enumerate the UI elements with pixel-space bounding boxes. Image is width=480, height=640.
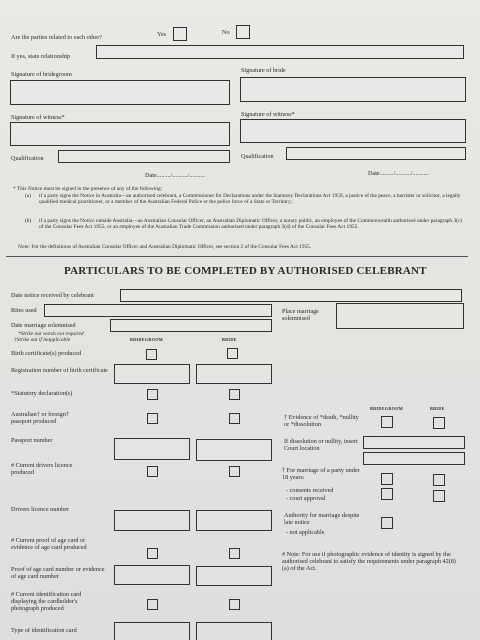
under18-bride-checkbox-1[interactable] <box>433 474 445 486</box>
licence-number-label: Drivers licence number <box>11 506 70 513</box>
qualification-left-field[interactable] <box>58 150 230 163</box>
stat-decl-bride-checkbox[interactable] <box>229 389 240 400</box>
age-card-number-bride-field[interactable] <box>196 566 272 586</box>
evidence-bridegroom-checkbox[interactable] <box>381 416 393 428</box>
sig-bridegroom-field[interactable] <box>10 80 230 105</box>
authority-label: Authority for marriage despite late notice <box>284 512 360 526</box>
passport-number-label: Passport number <box>11 437 53 444</box>
rites-field[interactable] <box>44 304 272 317</box>
evidence-death-label: † Evidence of *death, *nullity or *dissolution <box>284 414 359 428</box>
id-type-bride-field[interactable] <box>196 622 272 640</box>
qualification-right-label: Qualification <box>241 153 274 160</box>
id-type-label: Type of identification card <box>11 627 77 634</box>
date-left: Date........./........../.......... <box>145 172 205 179</box>
relationship-field[interactable] <box>96 45 464 59</box>
sig-witness-right-field[interactable] <box>240 119 466 143</box>
place-marriage-field[interactable] <box>336 303 464 329</box>
dissolution-label: If dissolution or nullity, insert Court location <box>284 438 358 452</box>
sig-bride-label: Signature of bride <box>241 67 286 74</box>
rites-label: Rites used <box>11 307 37 314</box>
licence-bridegroom-checkbox[interactable] <box>147 466 158 477</box>
age-card-number-label: Proof of age card number or evidence of age card number <box>11 566 105 580</box>
licence-number-bridegroom-field[interactable] <box>114 510 190 531</box>
definitions-note: Note: For the definitions of Australian Consular Officer and Australian Diplomatic Officer, see section 2 of the Consular Fees Act 1955. <box>18 244 312 250</box>
stat-decl-label: *Statutory declaration(s) <box>11 390 73 397</box>
consents-label: - consents received <box>286 487 334 494</box>
yes-checkbox[interactable] <box>173 27 187 41</box>
yes-label: Yes <box>157 31 167 38</box>
age-card-number-bridegroom-field[interactable] <box>114 565 190 585</box>
sig-witness-right-label: Signature of witness* <box>241 111 295 118</box>
age-card-bride-checkbox[interactable] <box>229 548 240 559</box>
date-received-label: Date notice received by celebrant <box>11 292 94 299</box>
passport-bridegroom-checkbox[interactable] <box>147 413 158 424</box>
section-heading: PARTICULARS TO BE COMPLETED BY AUTHORISED CELEBRANT <box>64 265 427 277</box>
date-solemnised-label: Date marriage solemnised <box>11 322 76 329</box>
passport-number-bridegroom-field[interactable] <box>114 438 190 460</box>
under18-bridegroom-checkbox-1[interactable] <box>381 473 393 485</box>
under18-bride-checkbox-2[interactable] <box>433 490 445 502</box>
strike-out-note-1: *Strike out words not required <box>18 331 84 337</box>
drivers-licence-label: # Current drivers licence produced <box>11 462 73 476</box>
no-label: No <box>222 29 230 36</box>
strike-out-note-2: †Strike out if inapplicable <box>14 337 71 343</box>
passport-label: Australian† or foreign† passport produced <box>11 411 70 425</box>
birth-cert-bride-checkbox[interactable] <box>227 348 238 359</box>
qualification-left-label: Qualification <box>11 155 44 162</box>
note-b-text: if a party signs the Notice outside Australia—an Australian Consular Officer, an Australian Diplomatic Officer, a notary public, an employee of the Commonwealth authorised under paragraph 3(c) of the Consular Fees Act 1955, or an employee of the Australian Trade Commission authorised under paragraph 3(d) of the Consular Fees Act 1955. <box>39 218 463 231</box>
right-column-bride: BRIDE <box>430 406 445 411</box>
age-card-bridegroom-checkbox[interactable] <box>147 548 158 559</box>
date-right: Date........./........../.......... <box>368 170 428 177</box>
birth-cert-label: Birth certificate(s) produced <box>11 350 82 357</box>
reg-number-label: Registration number of birth certificate <box>11 367 108 374</box>
court-approval-label: - court approval <box>286 495 326 502</box>
id-card-bridegroom-checkbox[interactable] <box>147 599 158 610</box>
id-card-label: # Current identification card displaying the cardholder's photograph produced <box>11 591 82 612</box>
dissolution-field-2[interactable] <box>363 452 465 465</box>
reg-number-bride-field[interactable] <box>196 364 272 384</box>
section-divider <box>6 256 468 257</box>
age-card-label: # Current proof of age card or evidence of age card produced <box>11 537 87 551</box>
related-question: Are the parties related to each other? <box>11 34 103 41</box>
passport-number-bride-field[interactable] <box>196 439 272 461</box>
under18-bridegroom-checkbox-2[interactable] <box>381 488 393 500</box>
no-checkbox[interactable] <box>236 25 250 39</box>
evidence-bride-checkbox[interactable] <box>433 417 445 429</box>
sig-witness-left-label: Signature of witness* <box>11 114 65 121</box>
sig-witness-left-field[interactable] <box>10 122 230 146</box>
authority-checkbox[interactable] <box>381 517 393 529</box>
birth-cert-bridegroom-checkbox[interactable] <box>146 349 157 360</box>
note-a-label: (a) <box>25 193 31 199</box>
right-column-bridegroom: BRIDEGROOM <box>370 406 404 411</box>
licence-bride-checkbox[interactable] <box>229 466 240 477</box>
note-b-label: (b) <box>25 218 32 224</box>
under18-label: † For marriage of a party under 18 years: <box>282 467 360 481</box>
licence-number-bride-field[interactable] <box>196 510 272 531</box>
dissolution-field-1[interactable] <box>363 436 465 449</box>
notice-text: * This Notice must be signed in the presence of any of the following: <box>13 186 163 192</box>
sig-bridegroom-label: Signature of bridegroom <box>11 71 72 78</box>
date-received-field[interactable] <box>120 289 462 302</box>
stat-decl-bridegroom-checkbox[interactable] <box>147 389 158 400</box>
id-type-bridegroom-field[interactable] <box>114 622 190 640</box>
relationship-label: If yes, state relationship <box>11 53 71 60</box>
reg-number-bridegroom-field[interactable] <box>114 364 190 384</box>
sig-bride-field[interactable] <box>240 77 466 102</box>
date-solemnised-field[interactable] <box>110 319 272 332</box>
note-a-text: if a party signs the Notice in Australia—an authorised celebrant, a Commissioner for Declarations under the Statutory Declarations Act 1959, a justice of the peace, a barrister or solicitor, a legally qualified medical practitioner, or a member of the Australian Federal Police or the police force of a State or Territory; <box>39 193 461 206</box>
column-bridegroom: BRIDEGROOM <box>130 337 164 342</box>
id-card-bride-checkbox[interactable] <box>229 599 240 610</box>
not-applicable-label: - not applicable <box>286 529 325 536</box>
id-note: # Note: For use if photographic evidence of identity is signed by the authorised celebrant to satisfy the requirements under paragraph 42(8)(a) of the Act. <box>282 551 456 572</box>
place-marriage-label: Place marriage solemnised <box>282 308 319 322</box>
passport-bride-checkbox[interactable] <box>229 413 240 424</box>
column-bride: BRIDE <box>222 337 237 342</box>
qualification-right-field[interactable] <box>286 147 466 160</box>
